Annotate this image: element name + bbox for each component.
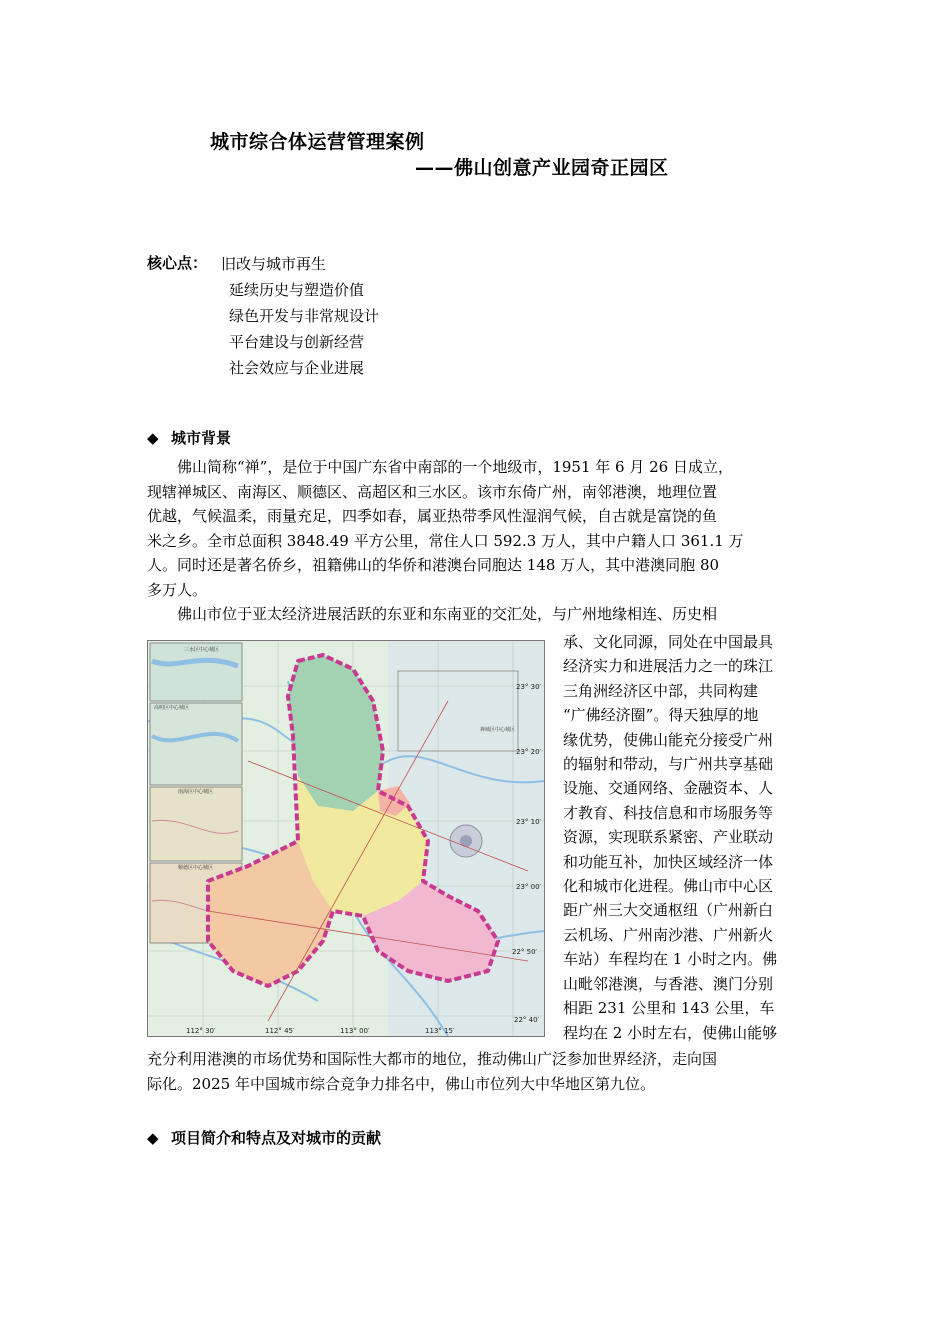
paragraph-line: 三角洲经济区中部，共同构建 — [563, 681, 759, 700]
paragraph-line: 设施、交通网络、金融资本、人 — [563, 779, 774, 798]
paragraph-line: 际化。2025 年中国城市综合竞争力排名中，佛山市位列大中华地区第九位。 — [147, 1074, 655, 1093]
diamond-bullet-icon: ◆ — [147, 1129, 159, 1147]
map-inset-label: 高明区中心城区 — [154, 705, 190, 711]
section-title: 城市背景 — [171, 429, 232, 447]
map-longitude-label: 113° 00′ — [340, 1027, 370, 1035]
map-inset-label: 顺德区中心城区 — [178, 865, 214, 871]
map-inset-label: 南海区中心城区 — [178, 789, 214, 795]
map-latitude-label: 23° 30′ — [516, 683, 542, 691]
map-latitude-label: 23° 10′ — [516, 818, 542, 826]
paragraph-city-intro — [147, 455, 812, 602]
paragraph-line: 承、文化同源，同处在中国最具 — [563, 633, 774, 651]
paragraph-line: 的辐射和带动，与广州共享基础 — [563, 755, 774, 774]
paragraph-line: 和功能互补，加快区域经济一体 — [563, 852, 774, 871]
core-points-list — [221, 251, 379, 381]
paragraph-line: 云机场、广州南沙港、广州新火 — [563, 925, 774, 944]
paragraph-location-end — [147, 1047, 809, 1096]
document-subtitle: ——佛山创意产业园奇正园区 — [415, 157, 669, 179]
paragraph-line: “广佛经济圈”。得天独厚的地 — [563, 706, 759, 725]
paragraph-line: 米之乡。全市总面积 3848.49 平方公里，常住人口 592.3 万人，其中户籍人口 361.1 万 — [147, 531, 744, 550]
paragraph-line: 佛山简称“禅”，是位于中国广东省中南部的一个地级市，1951 年 6 月 26 日成立， — [177, 458, 733, 476]
paragraph-line: 资源，实现联系紧密、产业联动 — [563, 828, 774, 847]
core-point-item: 绿色开发与非常规设计 — [229, 307, 380, 325]
section-title: 项目简介和特点及对城市的贡献 — [171, 1129, 382, 1147]
paragraph-line: 程均在 2 小时左右，使佛山能够 — [563, 1023, 778, 1042]
paragraph-line: 山毗邻港澳，与香港、澳门分别 — [563, 974, 774, 993]
core-point-item: 社会效应与企业进展 — [229, 359, 365, 377]
paragraph-line: 优越，气候温柔，雨量充足，四季如春，属亚热带季风性湿润气候，自古就是富饶的鱼 — [147, 507, 718, 525]
map-inset-label: 禅城区中心城区 — [480, 727, 516, 733]
paragraph-line: 现辖禅城区、南海区、顺德区、高超区和三水区。该市东倚广州，南邻港澳，地理位置 — [147, 482, 718, 501]
paragraph-line: 经济实力和进展活力之一的珠江 — [563, 657, 774, 676]
map-latitude-label: 23° 20′ — [516, 748, 542, 756]
foshan-map-image — [147, 640, 545, 1037]
map-longitude-label: 112° 45′ — [265, 1027, 295, 1035]
map-longitude-label: 113° 15′ — [425, 1027, 455, 1035]
section-heading-project-intro — [147, 1127, 381, 1148]
section-heading-city-background — [147, 427, 231, 448]
core-point-item: 旧改与城市再生 — [221, 255, 327, 273]
paragraph-line: 车站）车程均在 1 小时之内。佛 — [563, 950, 778, 969]
core-points-label: 核心点： — [147, 254, 208, 272]
paragraph-line: 多万人。 — [147, 580, 208, 599]
paragraph-line: 距广州三大交通枢纽（广州新白 — [563, 901, 774, 920]
paragraph-line: 佛山市位于亚太经济进展活跃的东亚和东南亚的交汇处，与广州地缘相连、历史相 — [177, 605, 718, 623]
foshan-map-svg — [148, 641, 544, 1036]
map-inset-label: 三水区中心城区 — [184, 647, 220, 653]
core-point-item: 延续历史与塑造价值 — [229, 281, 365, 299]
paragraph-location-wrapped — [563, 630, 808, 1045]
document-title: 城市综合体运营管理案例 — [210, 131, 425, 153]
paragraph-line: 化和城市化进程。佛山市中心区 — [563, 877, 774, 896]
map-latitude-label: 23° 00′ — [516, 883, 542, 891]
paragraph-line: 人。同时还是著名侨乡，祖籍佛山的华侨和港澳台同胞达 148 万人，其中港澳同胞 80 — [147, 556, 720, 574]
paragraph-line: 相距 231 公里和 143 公里，车 — [563, 999, 775, 1018]
map-latitude-label: 22° 50′ — [512, 948, 538, 956]
core-point-item: 平台建设与创新经营 — [229, 333, 365, 351]
map-latitude-label: 22° 40′ — [514, 1016, 540, 1024]
paragraph-line: 缘优势，使佛山能充分接受广州 — [563, 730, 774, 749]
paragraph-line: 才教育、科技信息和市场服务等 — [563, 803, 774, 822]
paragraph-line: 充分利用港澳的市场优势和国际性大都市的地位，推动佛山广泛参加世界经济，走向国 — [147, 1050, 718, 1068]
diamond-bullet-icon: ◆ — [147, 429, 159, 447]
paragraph-location-first-line — [177, 602, 817, 627]
map-longitude-label: 112° 30′ — [186, 1027, 216, 1035]
